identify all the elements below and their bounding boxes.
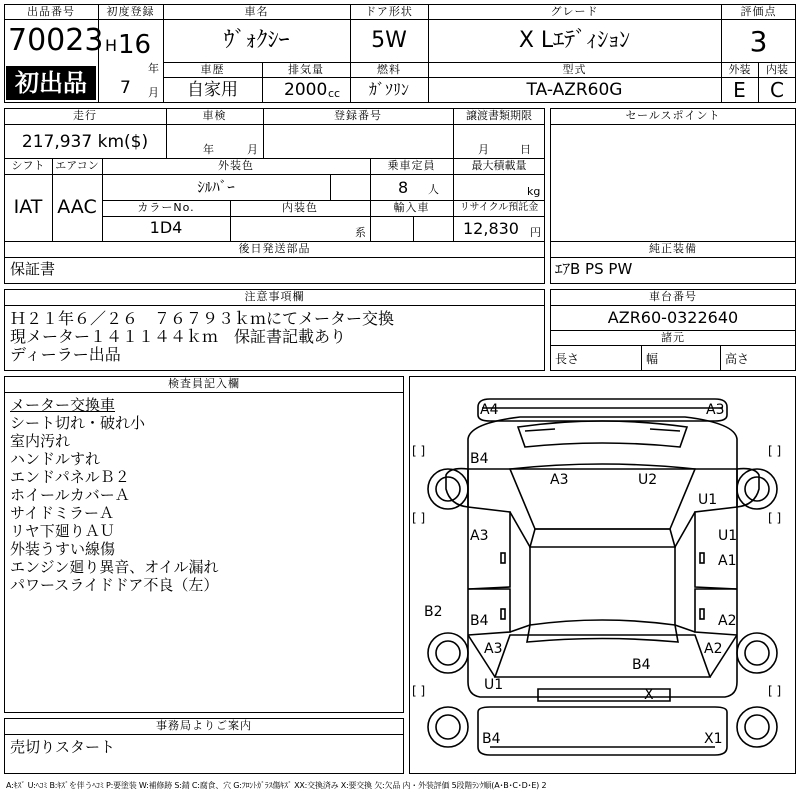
score-label: 評価点 xyxy=(740,5,777,18)
width-label: 幅 xyxy=(646,352,659,366)
lot-number: 70023 xyxy=(8,23,104,58)
transfer-label: 譲渡書類期限 xyxy=(466,109,532,122)
int-color-unit: 系 xyxy=(355,226,366,239)
exterior-label: 外装 xyxy=(728,63,751,76)
interior-grade: C xyxy=(770,78,784,102)
inspection-year-unit: 年 xyxy=(203,143,214,156)
notes-line: 現メーター１４１１４４ｋｍ 保証書記載あり xyxy=(10,327,347,346)
damage-label: B4 xyxy=(470,613,489,629)
damage-label: A3 xyxy=(484,641,503,657)
inspector-items xyxy=(10,396,219,594)
grade: X Lｴﾃﾞｨｼｮﾝ xyxy=(518,28,631,53)
seats-unit: 人 xyxy=(428,183,439,196)
damage-label: B4 xyxy=(470,451,489,467)
reg-month-unit: 月 xyxy=(148,86,159,99)
inspection-month-unit: 月 xyxy=(247,143,258,156)
notes-label: 注意事項欄 xyxy=(244,290,305,303)
transfer-month-unit: 月 xyxy=(478,143,489,156)
shift-label: シフト xyxy=(11,159,45,172)
displacement-unit: cc xyxy=(328,87,341,100)
seats-label: 乗車定員 xyxy=(387,159,436,172)
damage-label: A2 xyxy=(704,641,723,657)
legend: A:ｷｽﾞ U:ﾍｺﾐ B:ｷｽﾞを伴うﾍｺﾐ P:要塗装 W:補修跡 S:錆 C:腐食、穴 G:ﾌﾛﾝﾄｶﾞﾗｽ傷ｷｽﾞ XX:交換済み X:要交換 欠:欠品 内・外装評価 5段階ﾗﾝｸ順(A･B･C･D･E) 2 xyxy=(6,781,547,790)
door-label: ドア形状 xyxy=(365,5,413,18)
mileage: 217,937 km($) xyxy=(21,132,149,152)
bracket-mark: [ ] xyxy=(768,684,782,698)
ext-color: ｼﾙﾊﾞｰ xyxy=(197,178,235,196)
inspector-item: エンドパネルＢ２ xyxy=(10,468,130,486)
damage-label: A4 xyxy=(480,402,499,418)
color-no-label: カラーNo. xyxy=(137,201,195,214)
chassis-number: AZR60-0322640 xyxy=(607,308,739,327)
inspection-label: 車検 xyxy=(202,109,227,122)
car-name: ｳﾞｫｸｼｰ xyxy=(223,28,290,53)
office-text: 売切りスタート xyxy=(10,738,116,756)
import-label: 輸入車 xyxy=(393,201,430,214)
displacement: 2000 xyxy=(284,80,328,100)
damage-label: A3 xyxy=(470,528,489,544)
car-outline xyxy=(410,377,795,773)
later-parts-label: 後日発送部品 xyxy=(238,242,311,255)
reg-year-unit: 年 xyxy=(148,62,159,75)
inspector-item: パワースライドドア不良（左） xyxy=(10,576,219,594)
later-parts: 保証書 xyxy=(10,260,56,278)
interior-label: 内装 xyxy=(766,63,788,76)
inspector-label: 検査員記入欄 xyxy=(168,377,240,390)
bracket-mark: [ ] xyxy=(768,444,782,458)
bracket-mark: [ ] xyxy=(412,444,426,458)
shift: IAT xyxy=(13,196,43,218)
height-label: 高さ xyxy=(725,352,750,366)
ac-label: エアコン xyxy=(55,159,99,172)
damage-label: U2 xyxy=(638,472,658,488)
max-load-label: 最大積載量 xyxy=(471,159,527,172)
era: H xyxy=(105,36,118,55)
equipment-label: 純正装備 xyxy=(649,242,697,255)
model-label: 型式 xyxy=(562,63,587,76)
damage-label: B2 xyxy=(424,604,443,620)
mileage-label: 走行 xyxy=(73,109,97,122)
inspector-item: 室内汚れ xyxy=(10,432,71,450)
car-diagram xyxy=(409,376,796,774)
ac: AAC xyxy=(57,196,97,218)
lot-no-label: 出品番号 xyxy=(27,5,75,18)
inspector-item: リヤ下廻りＡＵ xyxy=(10,522,115,540)
displacement-label: 排気量 xyxy=(288,63,324,76)
office-label: 事務局よりご案内 xyxy=(156,719,252,732)
length-label: 長さ xyxy=(555,352,580,366)
bracket-mark: [ ] xyxy=(412,684,426,698)
notes-lines xyxy=(10,310,394,364)
seats: 8 xyxy=(398,178,409,197)
equipment: ｴｱB PS PW xyxy=(555,260,633,278)
inspector-item: ハンドルすれ xyxy=(10,450,101,468)
notes-line: Ｈ２１年６／２６ ７６７９３ｋｍにてメーター交換 xyxy=(10,309,395,328)
transfer-day-unit: 日 xyxy=(520,143,531,156)
model: TA-AZR60G xyxy=(526,80,623,100)
color-no: 1D4 xyxy=(149,218,183,237)
exterior-grade: E xyxy=(733,78,746,102)
damage-label: A3 xyxy=(706,402,725,418)
inspector-item: ホイールカバーＡ xyxy=(10,486,130,504)
reg-month: 7 xyxy=(120,78,131,98)
damage-label: A1 xyxy=(718,553,737,569)
first-reg-label: 初度登録 xyxy=(106,5,155,18)
int-color-label: 内装色 xyxy=(282,201,318,214)
recycle-label: リサイクル預託金 xyxy=(459,202,539,213)
damage-label: A3 xyxy=(550,472,569,488)
door-type: 5W xyxy=(371,28,407,53)
reg-year: 16 xyxy=(118,30,152,60)
inspector-item: エンジン廻り異音、オイル漏れ xyxy=(10,558,219,576)
damage-label: U1 xyxy=(698,492,718,508)
history: 自家用 xyxy=(187,80,238,100)
damage-label: U1 xyxy=(718,528,738,544)
car-name-label: 車名 xyxy=(244,5,269,18)
recycle-unit: 円 xyxy=(530,226,541,239)
reg-no-label: 登録番号 xyxy=(334,109,382,122)
fuel: ｶﾞｿﾘﾝ xyxy=(368,80,409,99)
damage-label: X1 xyxy=(704,731,723,747)
damage-label: B4 xyxy=(632,657,651,673)
damage-label: U1 xyxy=(484,677,504,693)
fuel-label: 燃料 xyxy=(377,63,401,76)
inspector-item: 外装うすい線傷 xyxy=(10,540,116,558)
bracket-mark: [ ] xyxy=(768,511,782,525)
notes-line: ディーラー出品 xyxy=(10,345,121,364)
damage-label: B4 xyxy=(482,731,501,747)
sales-point-label: セールスポイント xyxy=(625,109,721,122)
ext-color-label: 外装色 xyxy=(218,159,254,172)
max-load-unit: kg xyxy=(527,185,541,198)
recycle-fee: 12,830 xyxy=(463,219,519,238)
first-listing-badge: 初出品 xyxy=(6,66,96,100)
grade-label: グレード xyxy=(550,5,599,18)
inspector-item: サイドミラーＡ xyxy=(10,504,114,522)
chassis-label: 車台番号 xyxy=(649,290,697,303)
inspector-item: メーター交換車 xyxy=(10,396,116,414)
history-label: 車歴 xyxy=(200,63,225,76)
inspector-item: シート切れ・破れ小 xyxy=(10,414,146,432)
damage-label: A2 xyxy=(718,613,737,629)
damage-label: X xyxy=(644,687,654,703)
bracket-mark: [ ] xyxy=(412,511,426,525)
dims-label: 諸元 xyxy=(661,331,685,344)
score: 3 xyxy=(749,25,768,58)
